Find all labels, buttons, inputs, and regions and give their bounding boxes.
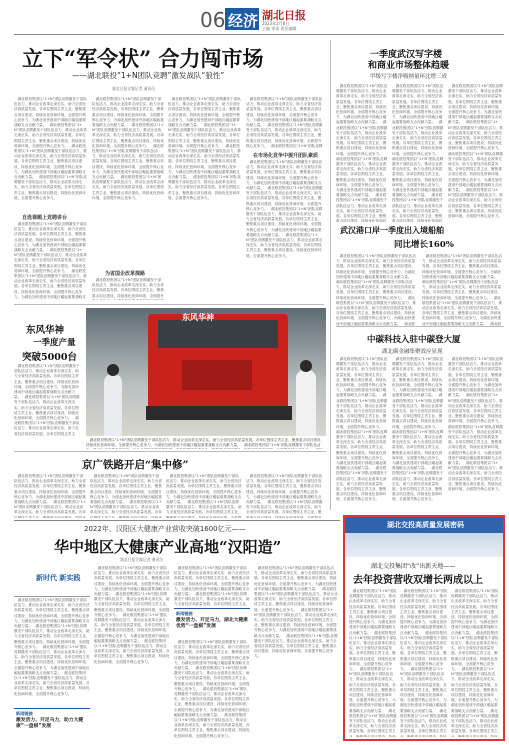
page-number: 06 [200,8,226,32]
health-byline: 湖北日报全媒记者 通讯员 [120,557,163,562]
health-title: 华中地区大健康产业高地“汉阳造” [54,538,282,556]
lead-subhead-1: 自选课题上竞聘讲台 [22,215,68,221]
highlight-col-3 [451,589,501,737]
right-top-subtitle: 甲级写字楼净吸纳量环比增三成 [370,74,448,80]
dongfeng-line-1: 东风华神 [26,325,65,336]
date-line: 2023年2月8日 [262,21,290,26]
rail-title: 京广铁路开启“集中修” [82,459,189,471]
highlight-col-2 [400,589,448,737]
tech-title: 中碳科技入驻中碳登大厦 [367,335,461,345]
rail-col-1 [14,474,86,518]
right-top-title-2: 和商业市场整体趋暖 [368,61,450,71]
rail-col-2 [90,474,162,518]
wuhan-port-col-2 [422,254,504,326]
wuhan-port-rule [336,326,504,327]
dongfeng-line-3: 突破5000台 [22,352,77,363]
masthead [0,0,509,34]
rail-col-3 [166,474,242,518]
lead-col-2b [92,278,164,300]
right-top-col-2 [392,84,444,222]
link-box [174,608,250,639]
lead-col-3 [168,97,242,300]
right-top-title-1: 一季度武汉写字楼 [370,50,443,60]
photo-caption [86,438,326,449]
highlight-col-1 [349,589,397,737]
lead-col-2 [92,97,164,267]
section-name: 经济 [228,12,259,30]
truck-windshield [158,320,278,348]
tech-subtitle: 湖北碳金融集聚效应显现 [382,349,443,355]
dongfeng-top-rule [14,304,324,305]
right-top-col-3 [448,84,504,222]
wuhan-port-col-1 [336,254,418,326]
tech-col-1 [336,357,388,509]
highlight-frame [343,515,505,741]
worker-right-head [300,360,312,372]
truck-banner: 东风华神 [182,312,214,322]
tech-col-2 [392,357,444,509]
rail-col-4 [246,474,324,518]
health-col-3 [174,566,250,606]
worker-right [296,370,316,436]
link-label: 新闻链接 [176,611,193,616]
highlight-kicker: 湖北交投集团“改”出新天地—— [371,563,456,570]
dongfeng-body [14,364,82,436]
health-col-3b [174,640,250,742]
lead-title: 立下“军令状” 合力闯市场 [22,46,264,71]
lead-col-1b [14,222,88,300]
truck-bumper [146,406,292,420]
masthead-rule [14,34,504,35]
lead-byline: 湖北日报全媒记者 通讯员 [112,86,155,91]
health-col-1 [14,598,90,706]
footnote-title: 激发活力、开足马力，助力大健康“一盘棋”发展 [16,718,84,729]
lead-col-4b [246,160,324,300]
truck-grille [182,360,252,390]
worker-left [104,374,122,436]
highlight-banner-text: 湖北交投高质量发展密码 [387,521,464,529]
lead-col-4 [246,97,324,149]
worker-left-head [107,364,119,376]
footnote-label: 新闻链接 [16,711,33,716]
lead-col-1 [14,97,88,212]
column-label: 新时代 新实践 [36,573,81,582]
tech-col-3 [448,357,504,509]
footnote-box [14,708,90,743]
column-box [14,566,90,597]
wuhan-port-title-2: 同比增长160% [394,240,454,250]
right-divider [330,40,331,510]
factory-photo [86,308,326,436]
link-title: 激发活力、开足马力，湖北大健康优势“一盘棋”发展 [176,618,248,629]
wuhan-port-title-1: 武汉港口岸一季度出入境船舶 [340,225,444,235]
highlight-image [345,533,503,557]
lead-subhead-3: 在市场化竞争中提升团队素质 [253,153,319,159]
highlight-banner [345,517,503,533]
edition-line: 主编 审读 责任编辑 [262,26,297,31]
health-top-rule [14,520,340,521]
health-kicker: 2022年，汉阳区大健康产业营收突破1600亿元—— [84,525,246,533]
paper-logo: 湖北日报 [262,9,306,22]
highlight-title: 去年投资营收双增长两成以上 [353,575,483,586]
right-top-col-1 [336,84,388,222]
dongfeng-line-2: 一季度产量 [33,338,76,348]
lead-subtitle: ——湖北联投“1+N团队竞聘”激发战队“狼性” [72,71,225,80]
rail-rule [14,451,326,452]
health-col-2 [94,566,170,742]
health-col-4 [254,566,340,742]
section-badge [225,8,259,30]
lead-subhead-2: 为省国企改革探路 [105,271,146,277]
